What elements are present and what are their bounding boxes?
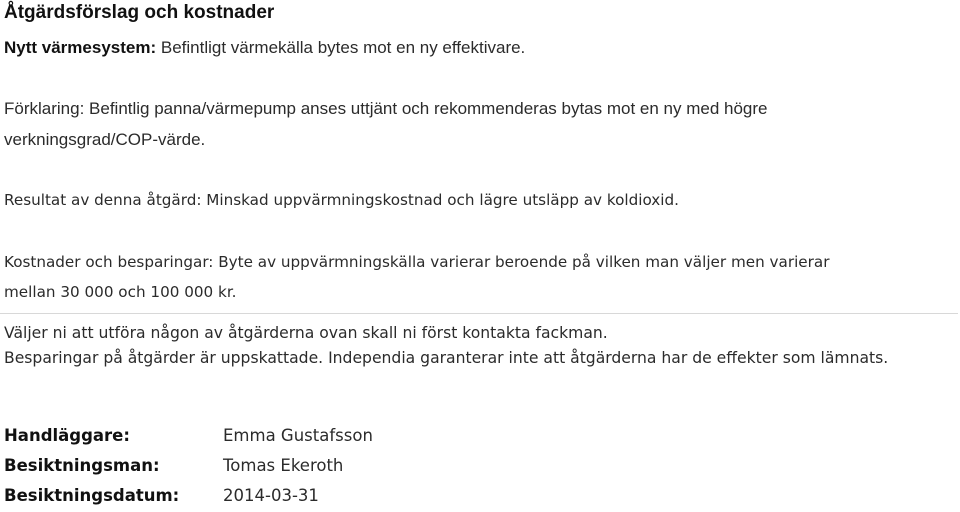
info-row-besiktningsman [4,456,343,475]
notice-line-1: Väljer ni att utföra någon av åtgärderna ovan skall ni först kontakta fackman. [4,324,608,342]
info-value: Tomas Ekeroth [223,456,344,475]
costs-line-1: Kostnader och besparingar: Byte av uppvärmningskälla varierar beroende på vilken man väljer men varierar [4,253,830,271]
explanation-line-1: Förklaring: Befintlig panna/värmepump anses uttjänt och rekommenderas bytas mot en ny med högre [4,99,768,118]
info-value: 2014-03-31 [223,486,319,505]
info-label: Besiktningsman: [4,456,160,475]
section-title: Åtgärdsförslag och kostnader [4,2,275,23]
measure-line [4,38,525,58]
explanation-line-2: verkningsgrad/COP-värde. [4,130,206,149]
result-line: Resultat av denna åtgärd: Minskad uppvärmningskostnad och lägre utsläpp av koldioxid. [4,191,679,209]
measure-label: Nytt värmesystem: [4,38,157,57]
notice-line-2: Besparingar på åtgärder är uppskattade. Independia garanterar inte att åtgärderna har de effekter som lämnats. [4,349,889,367]
divider-line [0,313,958,314]
info-row-besiktningsdatum [4,486,319,505]
costs-line-2: mellan 30 000 och 100 000 kr. [4,283,237,301]
info-label: Handläggare: [4,426,130,445]
info-row-handlaggare [4,426,373,445]
info-value: Emma Gustafsson [223,426,373,445]
info-label: Besiktningsdatum: [4,486,180,505]
measure-text: Befintligt värmekälla bytes mot en ny effektivare. [156,38,526,57]
